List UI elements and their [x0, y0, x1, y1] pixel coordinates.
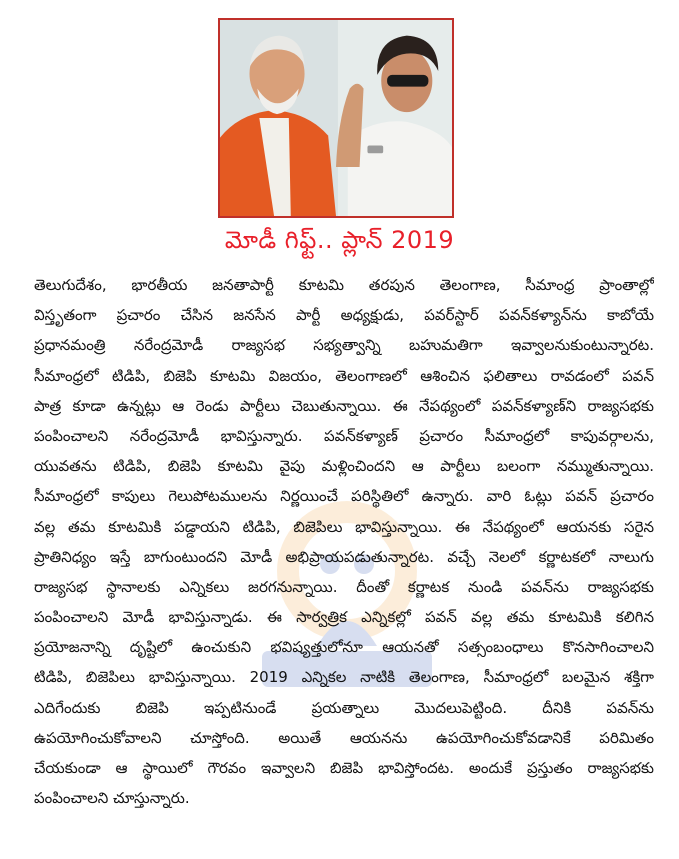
article-line: వల్ల తమ కూటమికి పడ్డాయని టిడిపి, బిజెపిలు భావిస్తున్నాయి. ఈ నేపథ్యంలో ఆయనకు సరైన	[34, 517, 654, 536]
article-line: ప్రయోజనాన్ని దృష్టిలో ఉంచుకుని భవిష్యత్తులోనూ ఆయనతో సత్సంబంధాలు కొనసాగించాలని	[34, 638, 654, 657]
article-line: పాత్ర కూడా ఉన్నట్లు ఆ రెండు పార్టీలు చెబుతున్నాయి. ఈ నేపథ్యంలో పవన్‌కళ్యాణ్‌ని రాజ్యసభకు	[34, 396, 654, 415]
article-line: సీమాంధ్రలో టిడిపి, బిజెపి కూటమి విజయం, తెలంగాణలో ఆశించిన ఫలితాలు రావడంలో పవన్	[34, 366, 654, 385]
article-line: యువతను టిడిపి, బిజెపి కూటమి వైపు మళ్లించిందని ఆ పార్టీలు బలంగా నమ్ముతున్నాయి.	[34, 457, 654, 476]
article-line: ఉపయోగించుకోవాలని చూస్తోంది. అయితే ఆయనను ఉపయోగించుకోవడానికే పరిమితం	[34, 728, 654, 747]
article-body	[34, 270, 654, 813]
article-photo	[218, 18, 454, 218]
article-line: తెలుగుదేశం, భారతీయ జనతాపార్టీ కూటమి తరపున తెలంగాణ, సీమాంధ్ర ప్రాంతాల్లో	[34, 276, 654, 294]
article-line: చేయకుండా ఆ స్థాయిలో గౌరవం ఇవ్వాలని బిజెపి భావిస్తోందట. అందుకే ప్రస్తుతం రాజ్యసభకు	[34, 759, 654, 777]
article-line: ఎదిగేందుకు బిజెపి ఇప్పటినుండే ప్రయత్నాలు మొదలుపెట్టింది. దీనికి పవన్‌ను	[34, 698, 654, 717]
article-line: ప్రాతినిధ్యం ఇస్తే బాగుంటుందని మోడీ అభిప్రాయపడుతున్నారట. వచ్చే నెలలో కర్ణాటకలో నాలుగు	[34, 547, 654, 566]
article-line: పంపించాలని చూస్తున్నారు.	[34, 789, 190, 808]
article-line: టిడిపి, బిజెపిలు భావిస్తున్నాయి. 2019 ఎన్నికల నాటికి తెలంగాణ, సీమాంధ్రలో బలమైన శక్తిగా	[34, 668, 654, 687]
article-title: మోడీ గిఫ్ట్.. ప్లాన్ 2019	[224, 226, 455, 254]
article-line: విస్తృతంగా ప్రచారం చేసిన జనసేన పార్టీ అధ్యక్షుడు, పవర్‌స్టార్ పవన్‌కళ్యాన్‌ను కాబోయే	[34, 306, 654, 325]
photo-illustration	[220, 20, 452, 216]
article-line: పంపించాలని మోడీ భావిస్తున్నాడు. ఈ సార్వత్రిక ఎన్నికల్లో పవన్ వల్ల తమ కూటమికి కలిగిన	[34, 608, 654, 627]
article-line: పంపించాలని నరేంద్రమోడీ భావిస్తున్నారు. పవన్‌కళ్యాణ్ ప్రచారం సీమాంధ్రలో కాపువర్గాలను,	[34, 426, 654, 445]
article-line: సీమాంధ్రలో కాపులు గెలుపోటములను నిర్ణయించే పరిస్థితిలో ఉన్నారు. వారి ఓట్లు పవన్ ప్రచారం	[34, 487, 654, 506]
article-line: ప్రధానమంత్రి నరేంద్రమోడీ రాజ్యసభ సభ్యత్వాన్ని బహుమతిగా ఇవ్వాలనుకుంటున్నారట.	[34, 336, 654, 355]
article-line: రాజ్యసభ స్థానాలకు ఎన్నికలు జరగనున్నాయి. దీంతో కర్ణాటక నుండి పవన్‌ను రాజ్యసభకు	[34, 577, 654, 596]
